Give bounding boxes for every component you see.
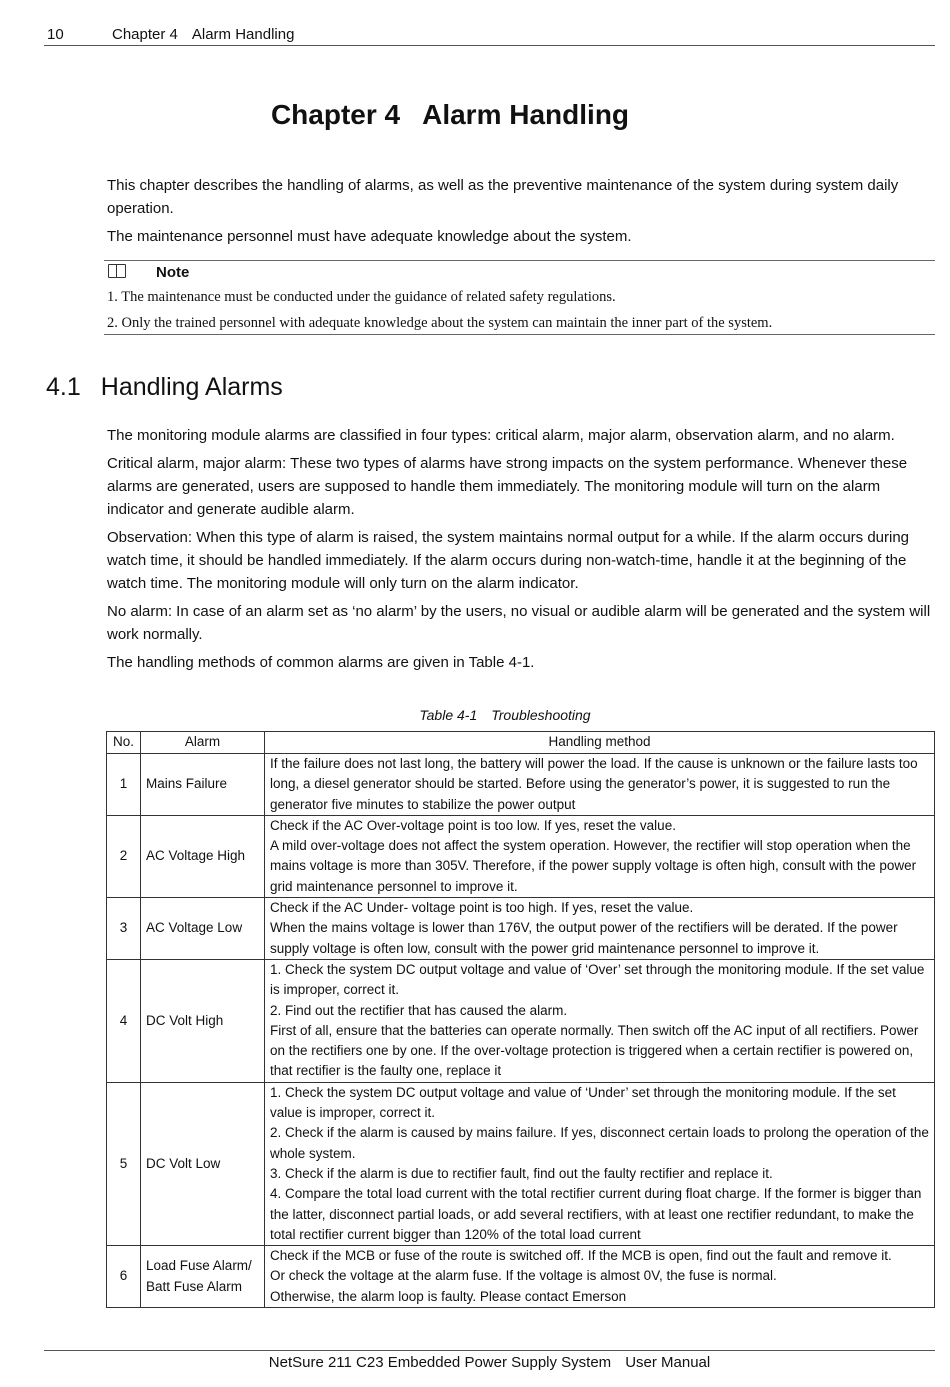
cell-alarm: [141, 815, 265, 897]
method-line: Or check the voltage at the alarm fuse. If the voltage is almost 0V, the fuse is normal.: [270, 1268, 777, 1284]
cell-method: [265, 815, 935, 897]
method-line: A mild over-voltage does not affect the system operation. However, the rectifier will stop operation when the mains voltage is more than 305V. Therefore, if the power supply voltage is often high, consult with the power grid maintenance personnel to improve it.: [270, 838, 917, 894]
method-line: 3. Check if the alarm is due to rectifier fault, find out the faulty rectifier and replace it.: [270, 1165, 773, 1181]
cell-method: [265, 959, 935, 1082]
note-box: [104, 260, 935, 335]
method-line: Check if the AC Under- voltage point is too high. If yes, reset the value.: [270, 900, 694, 916]
alarm-line: DC Volt High: [146, 1012, 224, 1028]
col-header-no: No.: [107, 732, 141, 754]
header-chapter-label: Chapter 4: [112, 26, 178, 43]
cell-no: 2: [107, 815, 141, 897]
chapter-title: [0, 99, 900, 131]
cell-no: 3: [107, 898, 141, 960]
alarm-line: Mains Failure: [146, 776, 228, 792]
page-footer: [44, 1350, 935, 1371]
footer-doc: User Manual: [625, 1354, 711, 1371]
method-line: When the mains voltage is lower than 176V, the output power of the rectifiers will be derated. If the power supply voltage is often low, consult with the power grid maintenance personnel to improve it.: [270, 920, 898, 956]
method-line: Check if the AC Over-voltage point is too low. If yes, reset the value.: [270, 817, 676, 833]
body-paragraph: No alarm: In case of an alarm set as ‘no alarm’ by the users, no visual or audible alarm will be generated and the system will work normally.: [107, 603, 931, 643]
table-caption: [0, 707, 950, 723]
cell-no: 5: [107, 1082, 141, 1245]
section-title: Handling Alarms: [100, 373, 283, 401]
table-body: [107, 754, 935, 1308]
method-line: If the failure does not last long, the battery will power the load. If the cause is unknown or the failure lasts too long, a diesel generator should be started. Before using the generator’s power, it is suggested to run the generator five minutes to stabilize the power output: [270, 756, 918, 812]
body-paragraph: The handling methods of common alarms are given in Table 4-1.: [107, 654, 535, 671]
method-line: 1. Check the system DC output voltage and value of ‘Under’ set through the monitoring module. If the set value is improper, correct it.: [270, 1084, 896, 1121]
section-body: [107, 424, 935, 679]
table-caption-label: Table 4-1: [419, 707, 478, 723]
table-row: [107, 1246, 935, 1308]
body-paragraph: Observation: When this type of alarm is raised, the system maintains normal output for a while. If the alarm occurs during watch time, it should be handled immediately. If the alarm occurs during non-watch-time, handle it at the beginning of the watch time. The monitoring module will only turn on the alarm indicator.: [107, 529, 910, 592]
cell-no: 1: [107, 754, 141, 816]
col-header-alarm: Alarm: [141, 732, 265, 754]
cell-method: [265, 754, 935, 816]
body-paragraph: Critical alarm, major alarm: These two types of alarms have strong impacts on the system performance. Whenever these alarms are generated, users are supposed to handle them immediately. The monitoring module will turn on the alarm indicator and generate audible alarm.: [107, 455, 908, 518]
page-number: 10: [47, 26, 64, 43]
book-icon: [108, 264, 126, 278]
alarm-line: Batt Fuse Alarm: [146, 1278, 243, 1294]
alarm-line: AC Voltage High: [146, 848, 246, 864]
table-row: [107, 898, 935, 960]
cell-alarm: [141, 754, 265, 816]
section-number: 4.1: [46, 373, 81, 401]
method-line: 2. Check if the alarm is caused by mains failure. If yes, disconnect certain loads to prolong the operation of the whole system.: [270, 1125, 929, 1161]
cell-method: [265, 1246, 935, 1308]
col-header-method: Handling method: [265, 732, 935, 754]
troubleshooting-table: [106, 731, 935, 1308]
alarm-line: AC Voltage Low: [146, 920, 243, 936]
alarm-line: DC Volt Low: [146, 1155, 221, 1171]
alarm-line: Load Fuse Alarm/: [146, 1258, 252, 1274]
method-line: Check if the MCB or fuse of the route is switched off. If the MCB is open, find out the fault and remove it.: [270, 1248, 892, 1264]
method-line: 4. Compare the total load current with the total rectifier current during float charge. If the former is bigger than the latter, disconnect partial loads, or add several rectifiers, with at least one rectifier redundant, to make the total rectifier current bigger than 120% of the total load current: [270, 1186, 922, 1242]
cell-method: [265, 1082, 935, 1245]
body-paragraph: The monitoring module alarms are classified in four types: critical alarm, major alarm, observation alarm, and no alarm.: [107, 427, 895, 444]
cell-alarm: [141, 959, 265, 1082]
intro-text: [107, 174, 935, 253]
intro-paragraph: This chapter describes the handling of alarms, as well as the preventive maintenance of the system during system daily operation.: [107, 177, 899, 217]
cell-alarm: [141, 898, 265, 960]
table-row: [107, 1082, 935, 1245]
method-line: 1. Check the system DC output voltage and value of ‘Over’ set through the monitoring module. If the set value is improper, correct it.: [270, 961, 925, 998]
chapter-title-name: Alarm Handling: [422, 99, 630, 130]
footer-product: NetSure 211 C23 Embedded Power Supply System: [268, 1354, 612, 1371]
intro-paragraph: The maintenance personnel must have adequate knowledge about the system.: [107, 228, 632, 245]
table-header-row: [107, 732, 935, 754]
section-heading: [46, 373, 283, 402]
note-heading: [108, 263, 189, 281]
page-header: [44, 24, 935, 46]
cell-no: 4: [107, 959, 141, 1082]
cell-alarm: [141, 1246, 265, 1308]
method-line: First of all, ensure that the batteries can operate normally. Then switch off the AC input of all rectifiers. Power on the rectifiers one by one. If the over-voltage protection is triggered when a certain rectifier is powered on, that rectifier is the faulty one, replace it: [270, 1022, 919, 1079]
cell-no: 6: [107, 1246, 141, 1308]
note-heading-text: Note: [156, 264, 190, 281]
table-row: [107, 959, 935, 1082]
method-line: 2. Find out the rectifier that has caused the alarm.: [270, 1002, 568, 1018]
chapter-title-label: Chapter 4: [270, 99, 401, 130]
note-item: 1. The maintenance must be conducted under the guidance of related safety regulations.: [107, 289, 616, 305]
table-row: [107, 754, 935, 816]
method-line: Otherwise, the alarm loop is faulty. Please contact Emerson: [270, 1288, 627, 1304]
table-caption-title: Troubleshooting: [491, 707, 591, 723]
header-chapter: [112, 26, 294, 43]
cell-method: [265, 898, 935, 960]
header-chapter-name: Alarm Handling: [191, 26, 295, 43]
cell-alarm: [141, 1082, 265, 1245]
table-row: [107, 815, 935, 897]
note-item: 2. Only the trained personnel with adequate knowledge about the system can maintain the inner part of the system.: [107, 315, 773, 331]
